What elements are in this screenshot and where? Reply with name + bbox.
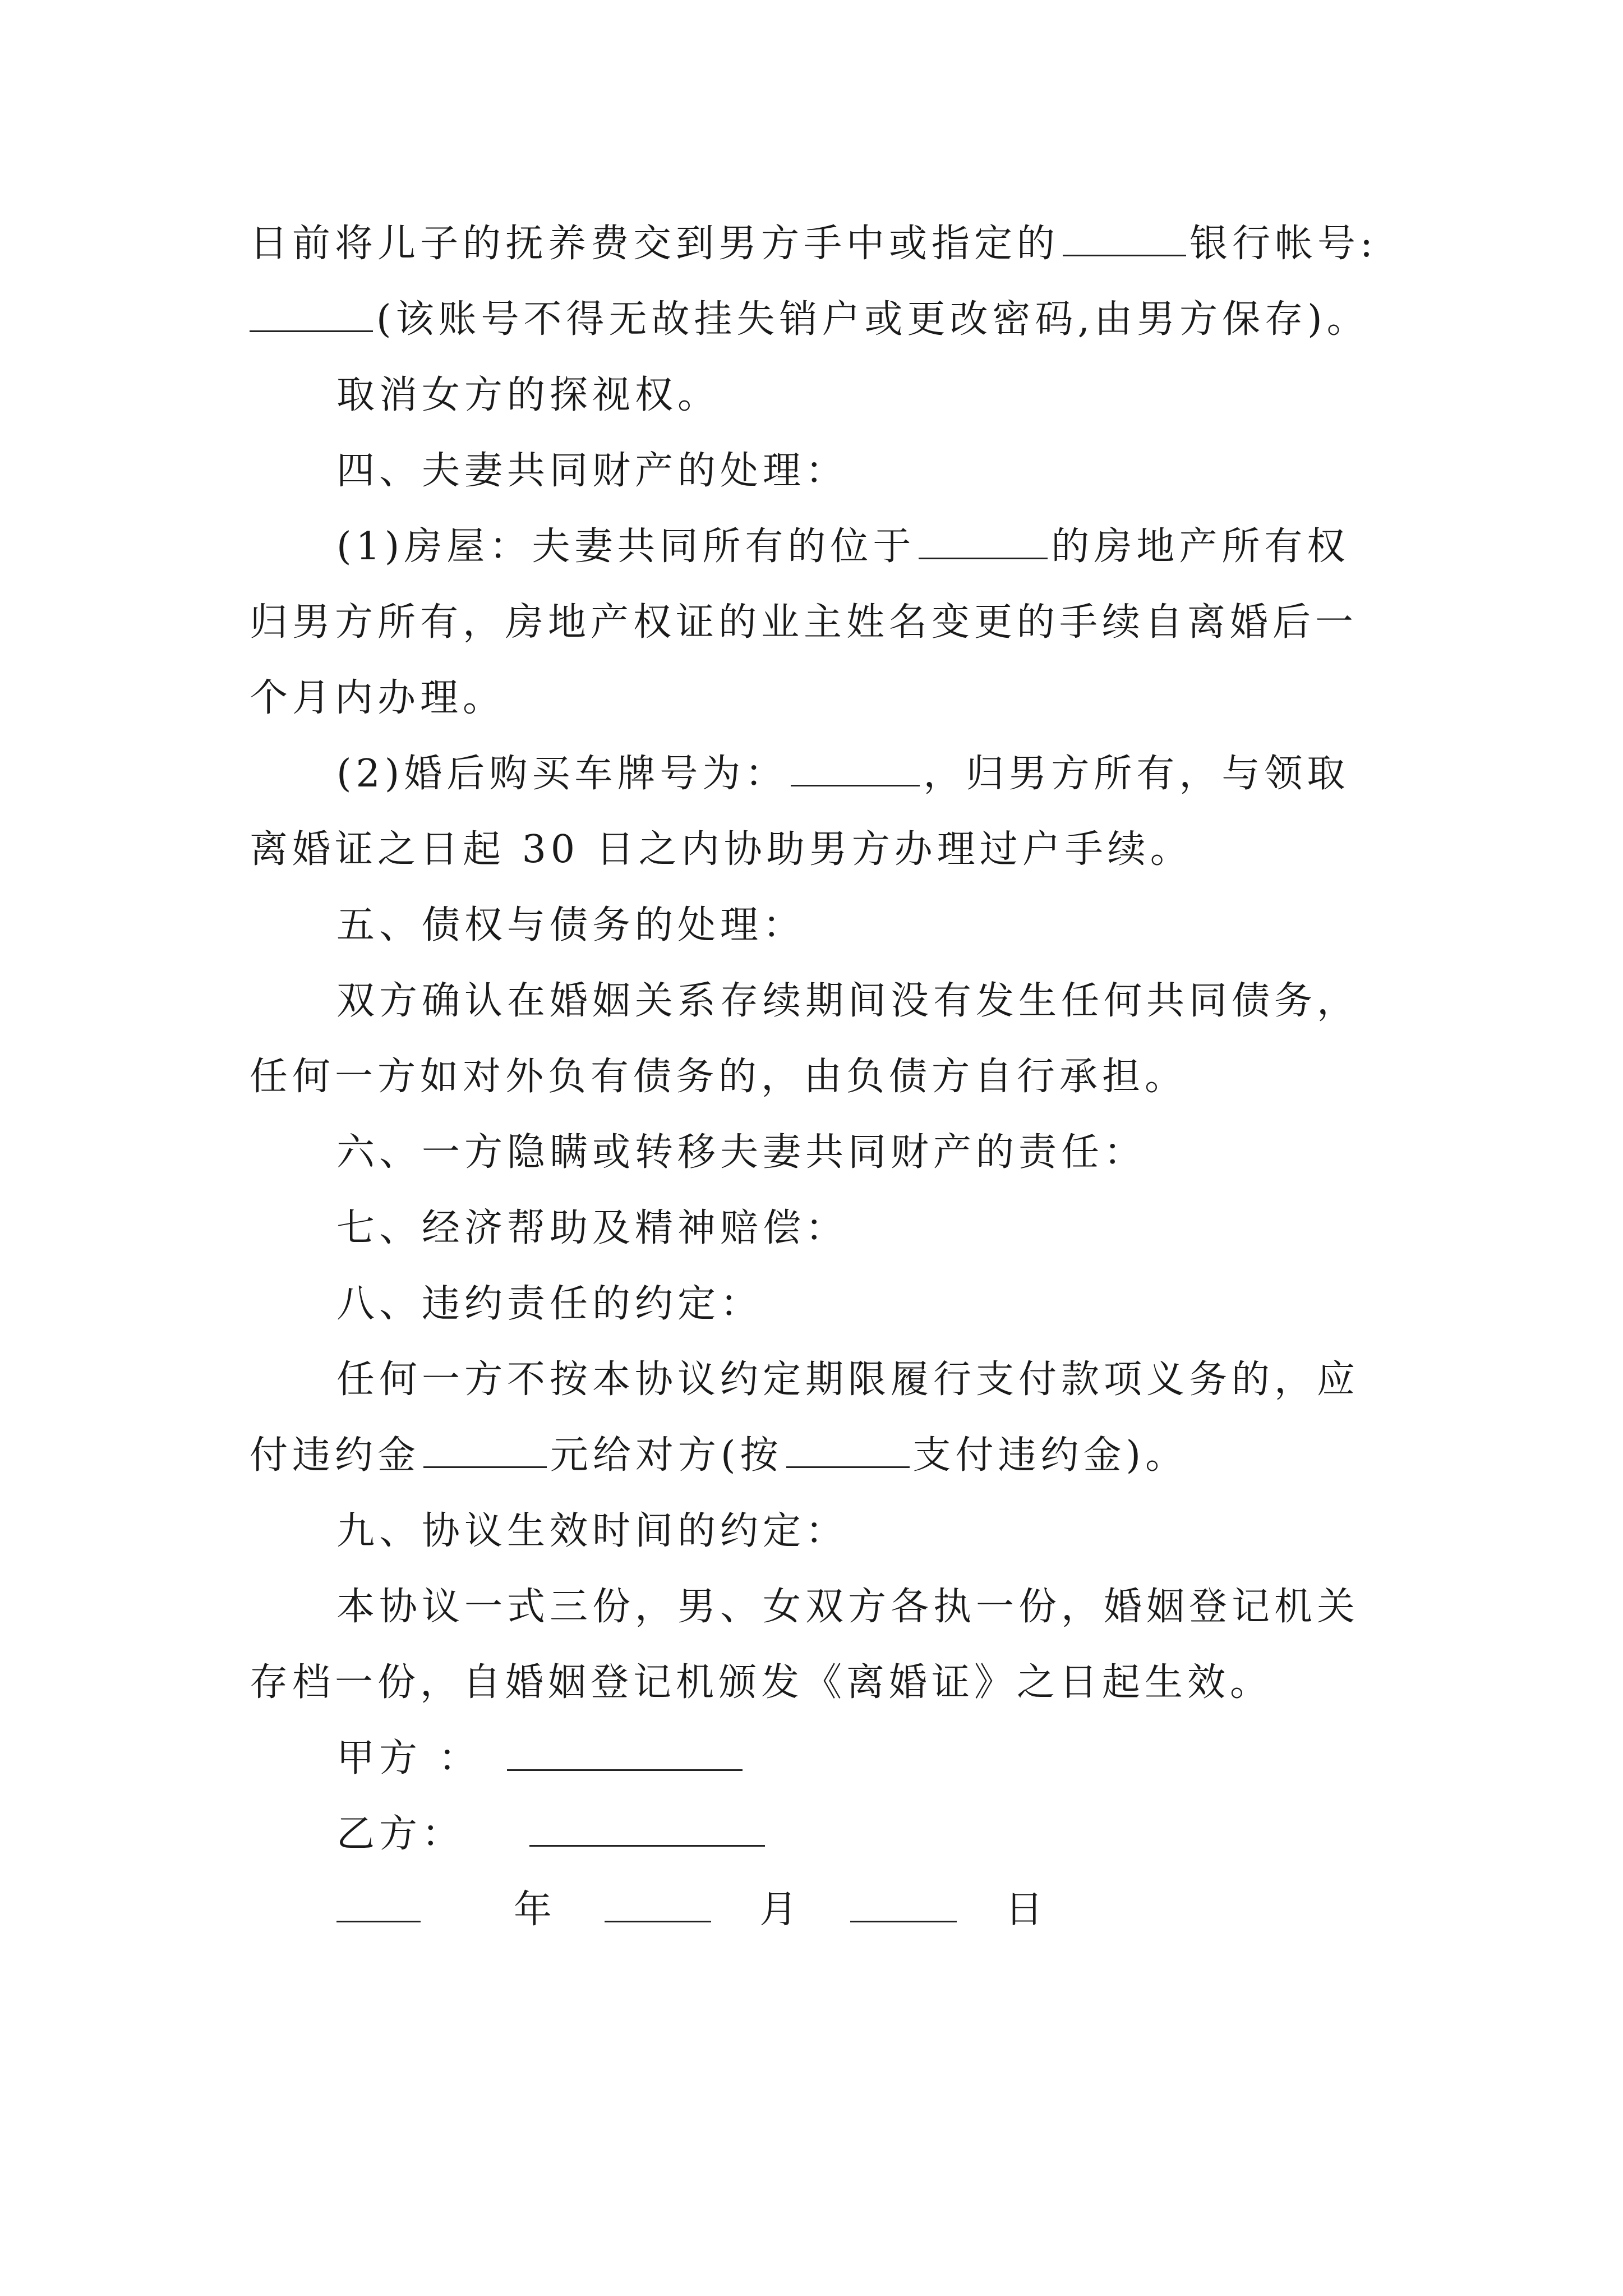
paragraph-line <box>250 1046 1187 1108</box>
text: 的房地产所有权 <box>1051 524 1350 569</box>
paragraph-line <box>336 743 1349 805</box>
text: 九、协议生效时间的约定： <box>336 1509 849 1553</box>
paragraph-line <box>250 1425 1188 1487</box>
text: 归男方所有，房地产权证的业主姓名变更的手续自离婚后一 <box>250 600 1358 645</box>
paragraph-line <box>250 289 1370 351</box>
fill-blank <box>791 750 920 786</box>
text: 支付违约金)。 <box>912 1433 1188 1478</box>
section-heading <box>336 440 848 502</box>
paragraph-line <box>250 213 1377 275</box>
section-heading <box>336 1198 848 1259</box>
month-label: 月 <box>759 1888 803 1932</box>
paragraph-line <box>336 1576 1359 1638</box>
text: 存档一份，自婚姻登记机颁发《离婚证》之日起生效。 <box>250 1660 1273 1705</box>
text: (2)婚后购买车牌号为： <box>336 752 788 796</box>
text: 六、一方隐瞒或转移夫妻共同财产的责任： <box>336 1130 1147 1175</box>
text: 付违约金 <box>250 1433 421 1478</box>
fill-blank <box>919 523 1048 559</box>
section-heading <box>336 1501 848 1562</box>
text: 任何一方不按本协议约定期限履行支付款项义务的，应 <box>336 1358 1360 1402</box>
date-line <box>336 1879 1048 1941</box>
text: 七、经济帮助及精神赔偿： <box>336 1206 849 1250</box>
text: (1)房屋：夫妻共同所有的位于 <box>336 524 916 569</box>
signature-blank <box>507 1734 743 1771</box>
signature-party-a <box>336 1728 746 1789</box>
paragraph-line <box>336 970 1359 1032</box>
paragraph-line <box>250 592 1358 654</box>
section-heading <box>336 1273 763 1335</box>
text: 任何一方如对外负有债务的，由负债方自行承担。 <box>250 1055 1188 1099</box>
section-heading <box>336 895 805 956</box>
label: 甲方 ： <box>336 1736 481 1780</box>
paragraph-line <box>250 819 1193 881</box>
section-heading <box>336 1122 1146 1184</box>
paragraph-line <box>250 668 505 729</box>
signature-party-b <box>336 1803 768 1865</box>
text: 本协议一式三份，男、女双方各执一份，婚姻登记机关 <box>336 1585 1360 1629</box>
fill-blank <box>250 296 373 332</box>
day-blank <box>850 1886 957 1922</box>
signature-blank <box>529 1810 765 1847</box>
year-blank <box>336 1886 421 1922</box>
paragraph-line <box>336 365 720 426</box>
text: 个月内办理。 <box>250 676 506 720</box>
day-label: 日 <box>1005 1888 1048 1932</box>
text: 元给对方(按 <box>550 1433 783 1478</box>
fill-blank <box>1063 220 1186 256</box>
label: 乙方： <box>336 1812 465 1856</box>
fill-blank <box>423 1432 547 1468</box>
year-label: 年 <box>514 1888 557 1932</box>
text: 取消女方的探视权。 <box>336 373 721 417</box>
text: 四、夫妻共同财产的处理： <box>336 449 849 493</box>
text: (该账号不得无故挂失销户或更改密码,由男方保存)。 <box>376 297 1370 342</box>
paragraph-line <box>250 1652 1272 1714</box>
paragraph-line <box>336 516 1349 578</box>
text: 八、违约责任的约定： <box>336 1282 763 1326</box>
text: 双方确认在婚姻关系存续期间没有发生任何共同债务， <box>336 979 1360 1023</box>
text: 银行帐号: <box>1189 222 1377 266</box>
fill-blank <box>786 1432 910 1468</box>
text: 日前将儿子的抚养费交到男方手中或指定的 <box>250 222 1060 266</box>
text: 离婚证之日起 30 日之内协助男方办理过户手续。 <box>250 827 1193 872</box>
text: ，归男方所有，与领取 <box>923 752 1350 796</box>
text: 五、债权与债务的处理： <box>336 903 806 947</box>
month-blank <box>605 1886 711 1922</box>
paragraph-line <box>336 1349 1359 1411</box>
